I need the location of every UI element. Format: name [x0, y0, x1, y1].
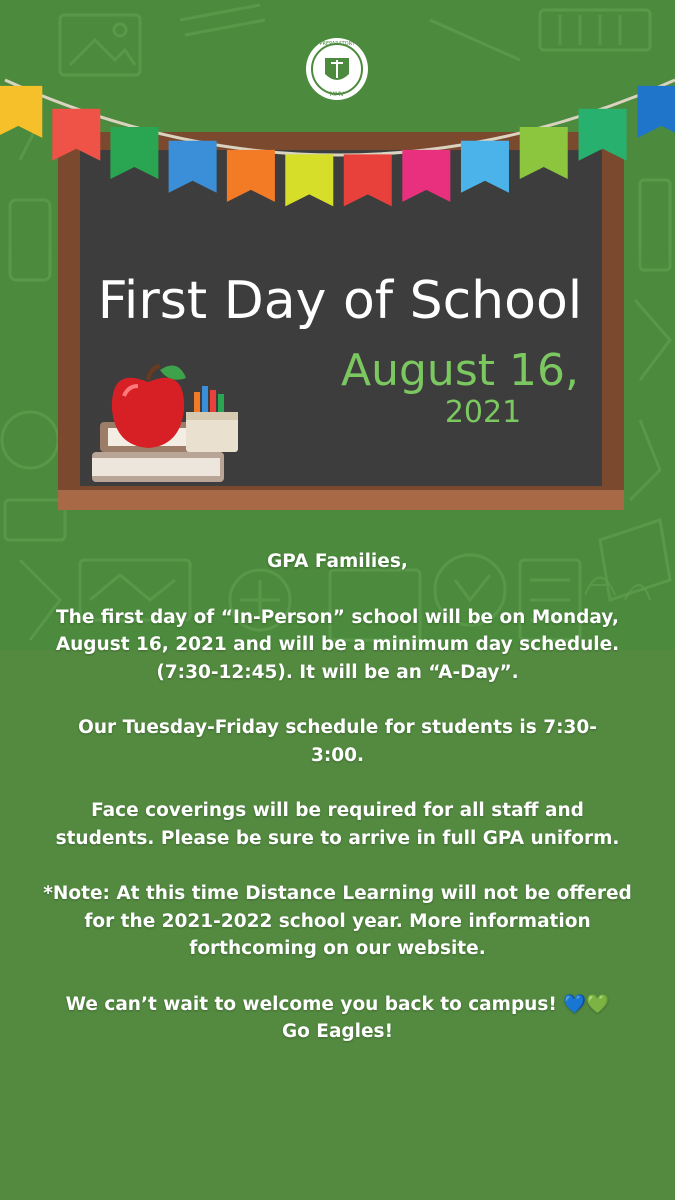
bunting-flag: [0, 86, 42, 138]
closing-line: [30, 991, 645, 1019]
announcement-message: [30, 548, 645, 1046]
paragraph-schedule: Our Tuesday-Friday schedule for students is 7:30-3:00.: [78, 717, 597, 766]
chalk-ledge: [58, 490, 624, 510]
school-seal-logo: [293, 38, 382, 100]
greeting: GPA Families,: [267, 551, 408, 572]
closing-text: We can’t wait to welcome you back to campus!: [65, 993, 557, 1015]
blue-heart-icon: 💙: [563, 993, 587, 1015]
paragraph-distance-learning-note: *Note: At this time Distance Learning will not be offered for the 2021-2022 school year. More information forthcoming on our website.: [43, 883, 632, 959]
green-heart-icon: 💚: [586, 993, 610, 1015]
signoff: Go Eagles!: [281, 1021, 394, 1042]
year-line: 2021: [444, 395, 522, 430]
paragraph-first-day: The first day of “In-Person” school will be on Monday, August 16, 2021 and will be a minimum day schedule. (7:30-12:45). It will be an “A-Day”.: [55, 606, 620, 683]
date-line: August 16,: [341, 345, 579, 396]
headline-first-day-of-school: First Day of School: [97, 271, 583, 331]
paragraph-face-coverings: Face coverings will be required for all staff and students. Please be sure to arrive in full GPA uniform.: [55, 800, 620, 849]
seal-subtext: MMV: [329, 91, 345, 98]
seal-text: GOMPERS PREPARATORY ACADEMY: [292, 41, 382, 47]
chalkboard-illustration: [0, 0, 675, 560]
bunting-flag: [637, 86, 675, 138]
